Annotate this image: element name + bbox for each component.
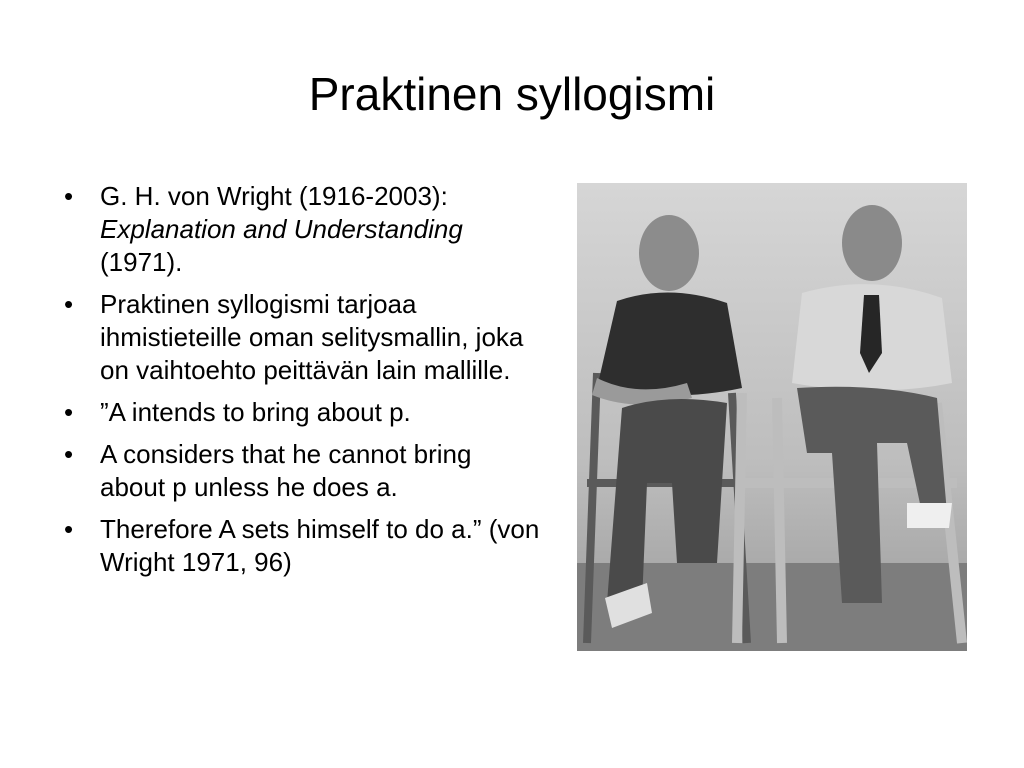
bullet-text: A considers that he cannot bring about p unless he does a. <box>100 439 472 502</box>
bullet-item-model <box>60 288 540 387</box>
bullet-text: ”A intends to bring about p. <box>100 397 411 427</box>
bullet-text: Praktinen syllogismi tarjoaa ihmistieteille oman selitysmallin, joka on vaihtoehto peittävän lain mallille. <box>100 289 524 385</box>
book-title: Explanation and Understanding <box>100 214 463 244</box>
bullet-text: G. H. von Wright (1916-2003): <box>100 181 448 211</box>
bullet-item-conclusion <box>60 513 540 579</box>
bullet-dot: • <box>64 439 74 469</box>
bullet-item-premise-1 <box>60 396 540 429</box>
bullet-text: Therefore A sets himself to do a.” (von Wright 1971, 96) <box>100 514 540 577</box>
photo-two-men-seated <box>577 183 967 651</box>
bullet-dot: • <box>64 397 74 427</box>
bullet-dot: • <box>64 514 74 544</box>
slide-title: Praktinen syllogismi <box>308 68 716 120</box>
bullet-list <box>60 180 540 588</box>
bullet-item-premise-2 <box>60 438 540 504</box>
bullet-dot: • <box>64 289 74 319</box>
book-year: (1971). <box>100 247 183 277</box>
bullet-dot: • <box>64 181 74 211</box>
bullet-item-author <box>60 180 540 279</box>
photo-illustration <box>577 183 967 651</box>
